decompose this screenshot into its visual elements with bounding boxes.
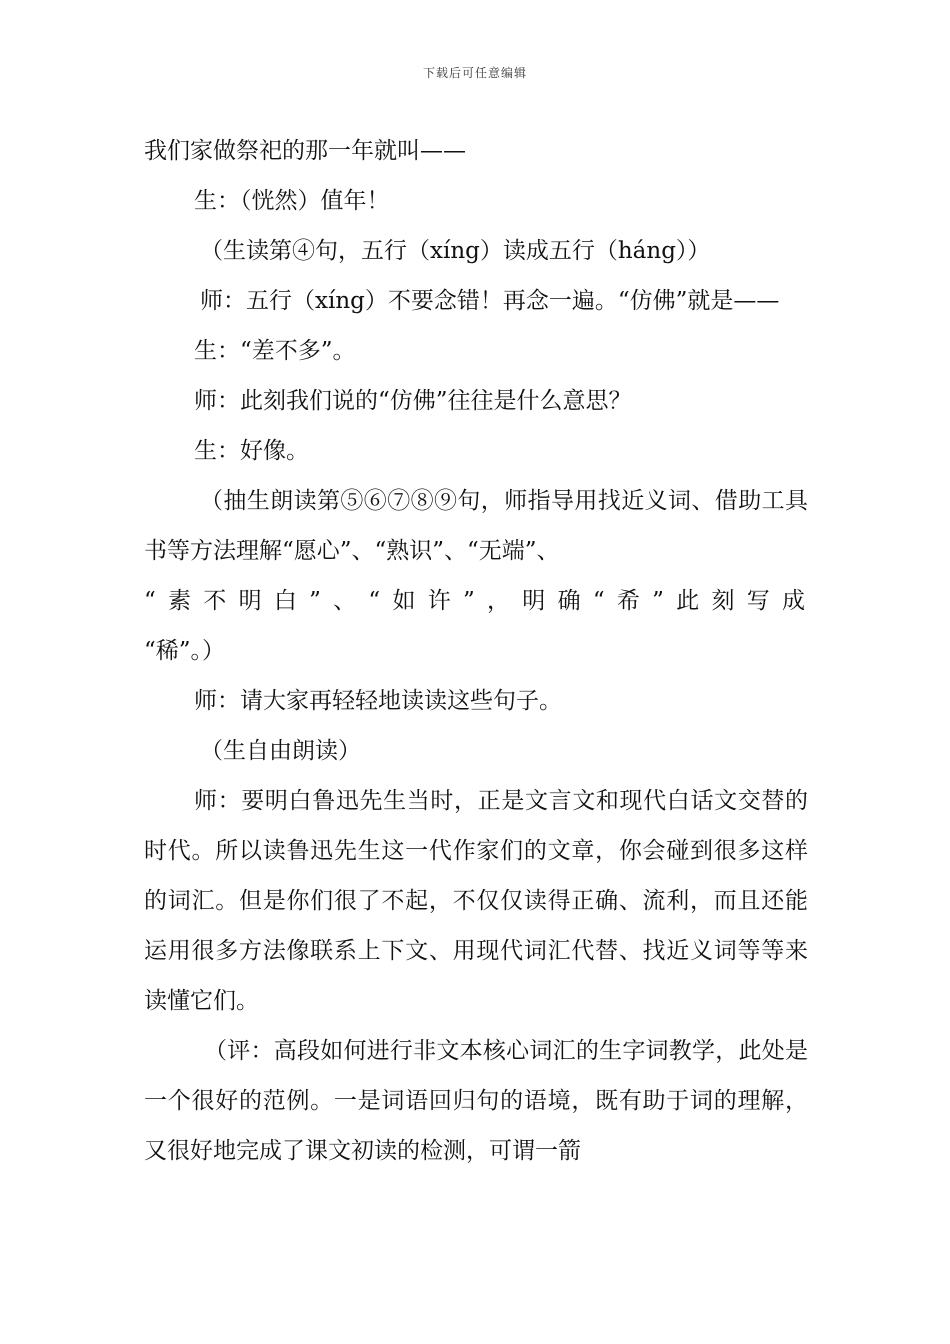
paragraph: （评：高段如何进行非文本核心词汇的生字词教学，此处是一个很好的范例。一是词语回归句的语境，既有助于词的理解，又很好地完成了课文初读的检测，可谓一箭 xyxy=(144,1038,808,1164)
paragraph: （抽生朗读第⑤⑥⑦⑧⑨句，师指导用找近义词、借助工具书等方法理解“愿心”、“熟识”、“无端”、 xyxy=(144,488,808,564)
paragraph: （生自由朗读） xyxy=(200,738,361,764)
paragraph: 师：请大家再轻轻地读读这些句子。 xyxy=(194,688,562,714)
paragraph: “稀”。） xyxy=(144,638,226,664)
paragraph: 生：好像。 xyxy=(194,438,309,464)
paragraph: 我们家做祭祀的那一年就叫—— xyxy=(144,138,466,164)
paragraph: 生：“差不多”。 xyxy=(194,338,356,364)
paragraph: 师：此刻我们说的“仿佛”往往是什么意思？ xyxy=(194,388,632,414)
paragraph: 师：要明白鲁迅先生当时，正是文言文和现代白话文交替的时代。所以读鲁迅先生这一代作家们的文章，你会碰到很多这样的词汇。但是你们很了不起，不仅仅读得正确、流利，而且还能运用很多方法像联系上下文、用现代词汇代替、找近义词等等来读懂它们。 xyxy=(144,788,808,1014)
paragraph: “素不明白”、“如许”，明确“希”此刻写成 xyxy=(144,588,808,614)
body-text xyxy=(144,126,808,1176)
paragraph: 师：五行（xíng）不要念错！再念一遍。“仿佛”就是—— xyxy=(200,288,780,314)
header-note: 下载后可任意编辑 xyxy=(422,66,527,80)
paragraph: （生读第④句，五行（xíng）读成五行（háng）） xyxy=(200,238,711,264)
paragraph: 生：（恍然）值年！ xyxy=(194,188,390,214)
